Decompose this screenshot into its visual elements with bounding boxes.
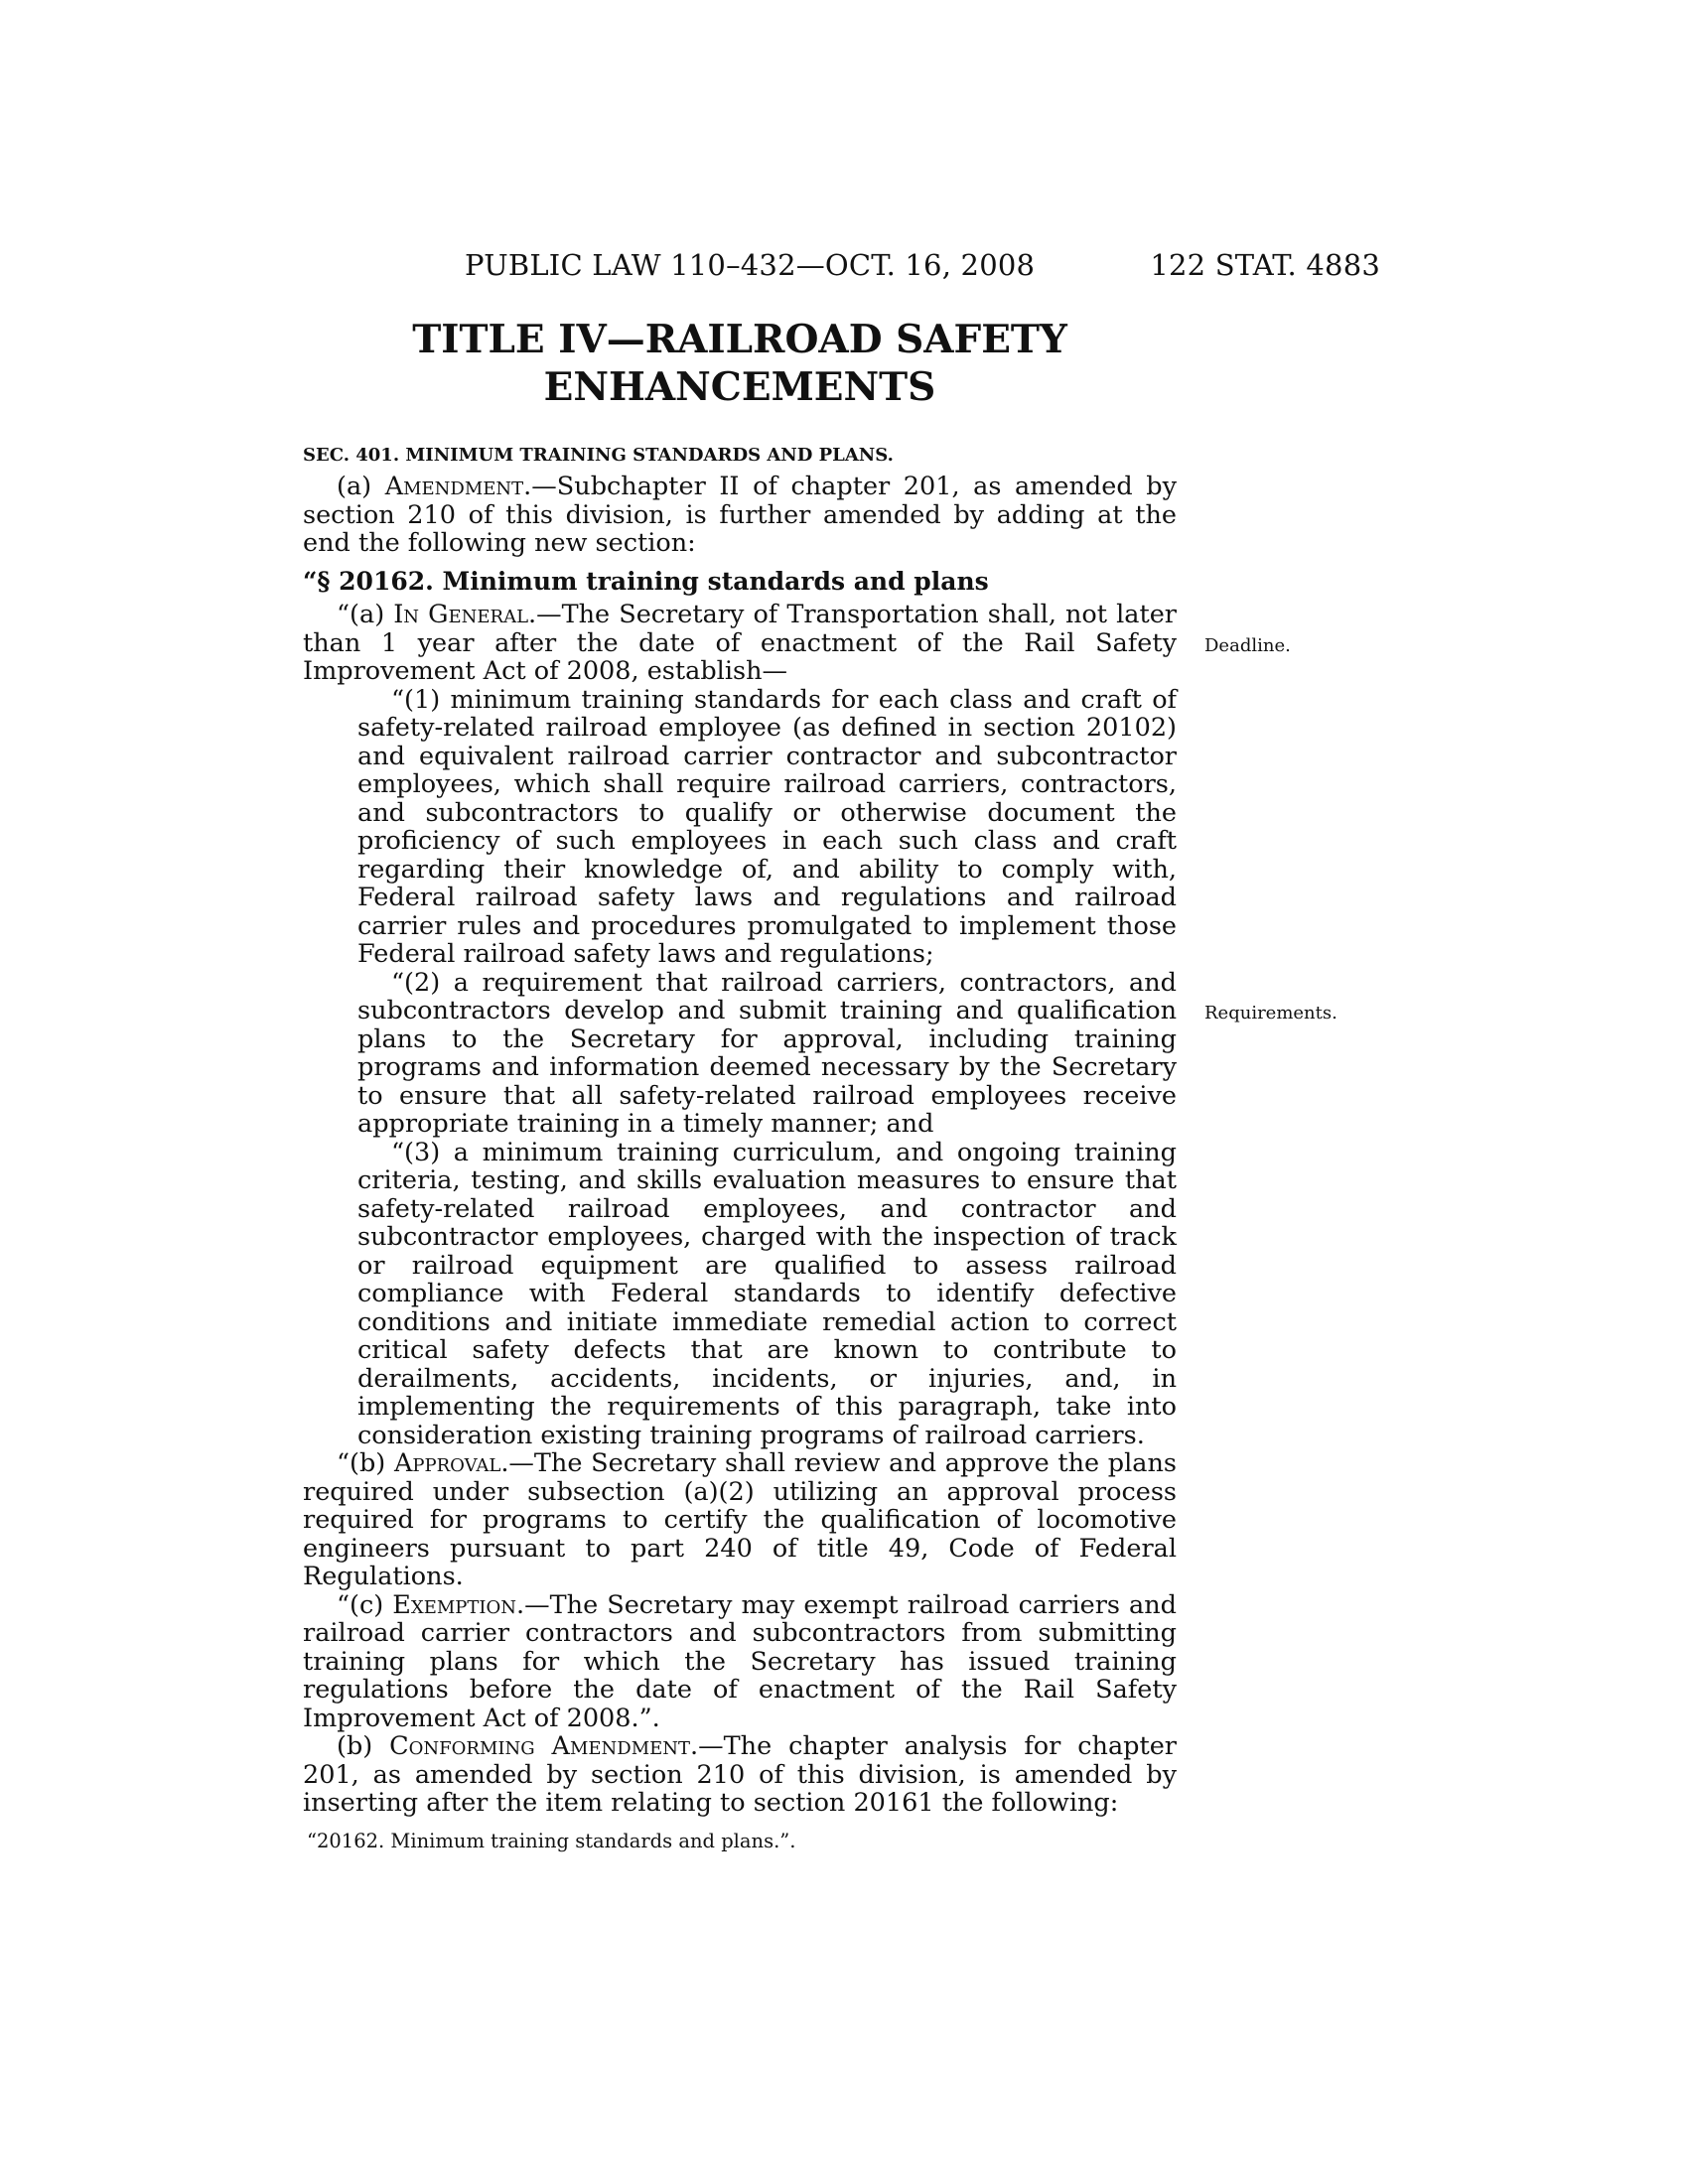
margin-note-requirements: Requirements. <box>1204 1003 1337 1024</box>
title-line-1: TITLE IV—RAILROAD SAFETY <box>412 317 1067 362</box>
paragraph-1: “(1) minimum training standards for each class and craft of safety-related railroad employee (as defined in section 20102) and equivalent railroad carrier contractor and subcontractor employees, which shall require railroad carriers, contractors, and subcontractors to qualify or otherwise document the proficiency of such employees in each such class and craft regarding their knowledge of, and ability to comply with, Federal railroad safety laws and regulations and railroad carrier rules and procedures promulgated to implement those Federal railroad safety laws and regulations; <box>357 684 1177 969</box>
subsection-exemption: “(c) Exemption.—The Secretary may exempt railroad carriers and railroad carrier contractors and subcontractors from submitting training plans for which the Secretary has issued training regulations before the date of enactment of the Rail Safety Improvement Act of 2008.”. <box>303 1589 1177 1733</box>
paragraph-2: “(2) a requirement that railroad carriers, contractors, and subcontractors develop and submit training and qualification plans to the Secretary for approval, including training programs and information deemed necessary by the Secretary to ensure that all safety-related railroad employees receive appropriate training in a timely manner; and <box>357 967 1177 1139</box>
section-heading: SEC. 401. MINIMUM TRAINING STANDARDS AND PLANS. <box>303 445 894 466</box>
title-line-2: ENHANCEMENTS <box>543 364 936 410</box>
title-heading <box>303 316 1177 411</box>
conforming-amendment-caption: Conforming Amendment. <box>389 1731 699 1761</box>
subsection-b-conforming-amendment: (b) Conforming Amendment.—The chapter analysis for chapter 201, as amended by section 210 of this division, is amended by inserting after the item relating to section 20161 the following: <box>303 1731 1177 1818</box>
subsection-in-general: “(a) In General.—The Secretary of Transportation shall, not later than 1 year after the date of enactment of the Rail Safety Improvement Act of 2008, establish— <box>303 600 1177 686</box>
exemption-caption: Exemption. <box>392 1589 525 1620</box>
in-general-caption: In General. <box>393 600 537 629</box>
new-section-heading: “§ 20162. Minimum training standards and plans <box>303 566 989 596</box>
public-law-citation: PUBLIC LAW 110–432—OCT. 16, 2008 <box>465 248 1036 282</box>
paragraph-3: “(3) a minimum training curriculum, and ongoing training criteria, testing, and skills evaluation measures to ensure that safety-related railroad employees, and contractor and subcontractor employees, charged with the inspection of track or railroad equipment are qualified to assess railroad compliance with Federal standards to identify defective conditions and initiate immediate remedial action to correct critical safety defects that are known to contribute to derailments, accidents, incidents, or injuries, and, in implementing the requirements of this paragraph, take into consideration existing training programs of railroad carriers. <box>357 1137 1177 1450</box>
section-body <box>303 442 1177 1855</box>
running-header <box>427 248 1380 288</box>
margin-note-deadline: Deadline. <box>1204 635 1291 656</box>
statute-page-number: 122 STAT. 4883 <box>1150 248 1380 282</box>
chapter-analysis-item: “20162. Minimum training standards and plans.”. <box>307 1829 796 1852</box>
subsection-a-amendment: (a) Amendment.—Subchapter II of chapter 201, as amended by section 210 of this division, is further amended by adding at the end the following new section: <box>303 472 1177 558</box>
approval-caption: Approval. <box>393 1448 509 1478</box>
amendment-caption: Amendment. <box>384 472 532 501</box>
subsection-approval: “(b) Approval.—The Secretary shall review and approve the plans required under subsection (a)(2) utilizing an approval process required for programs to certify the qualification of locomotive engineers pursuant to part 240 of title 49, Code of Federal Regulations. <box>303 1448 1177 1591</box>
